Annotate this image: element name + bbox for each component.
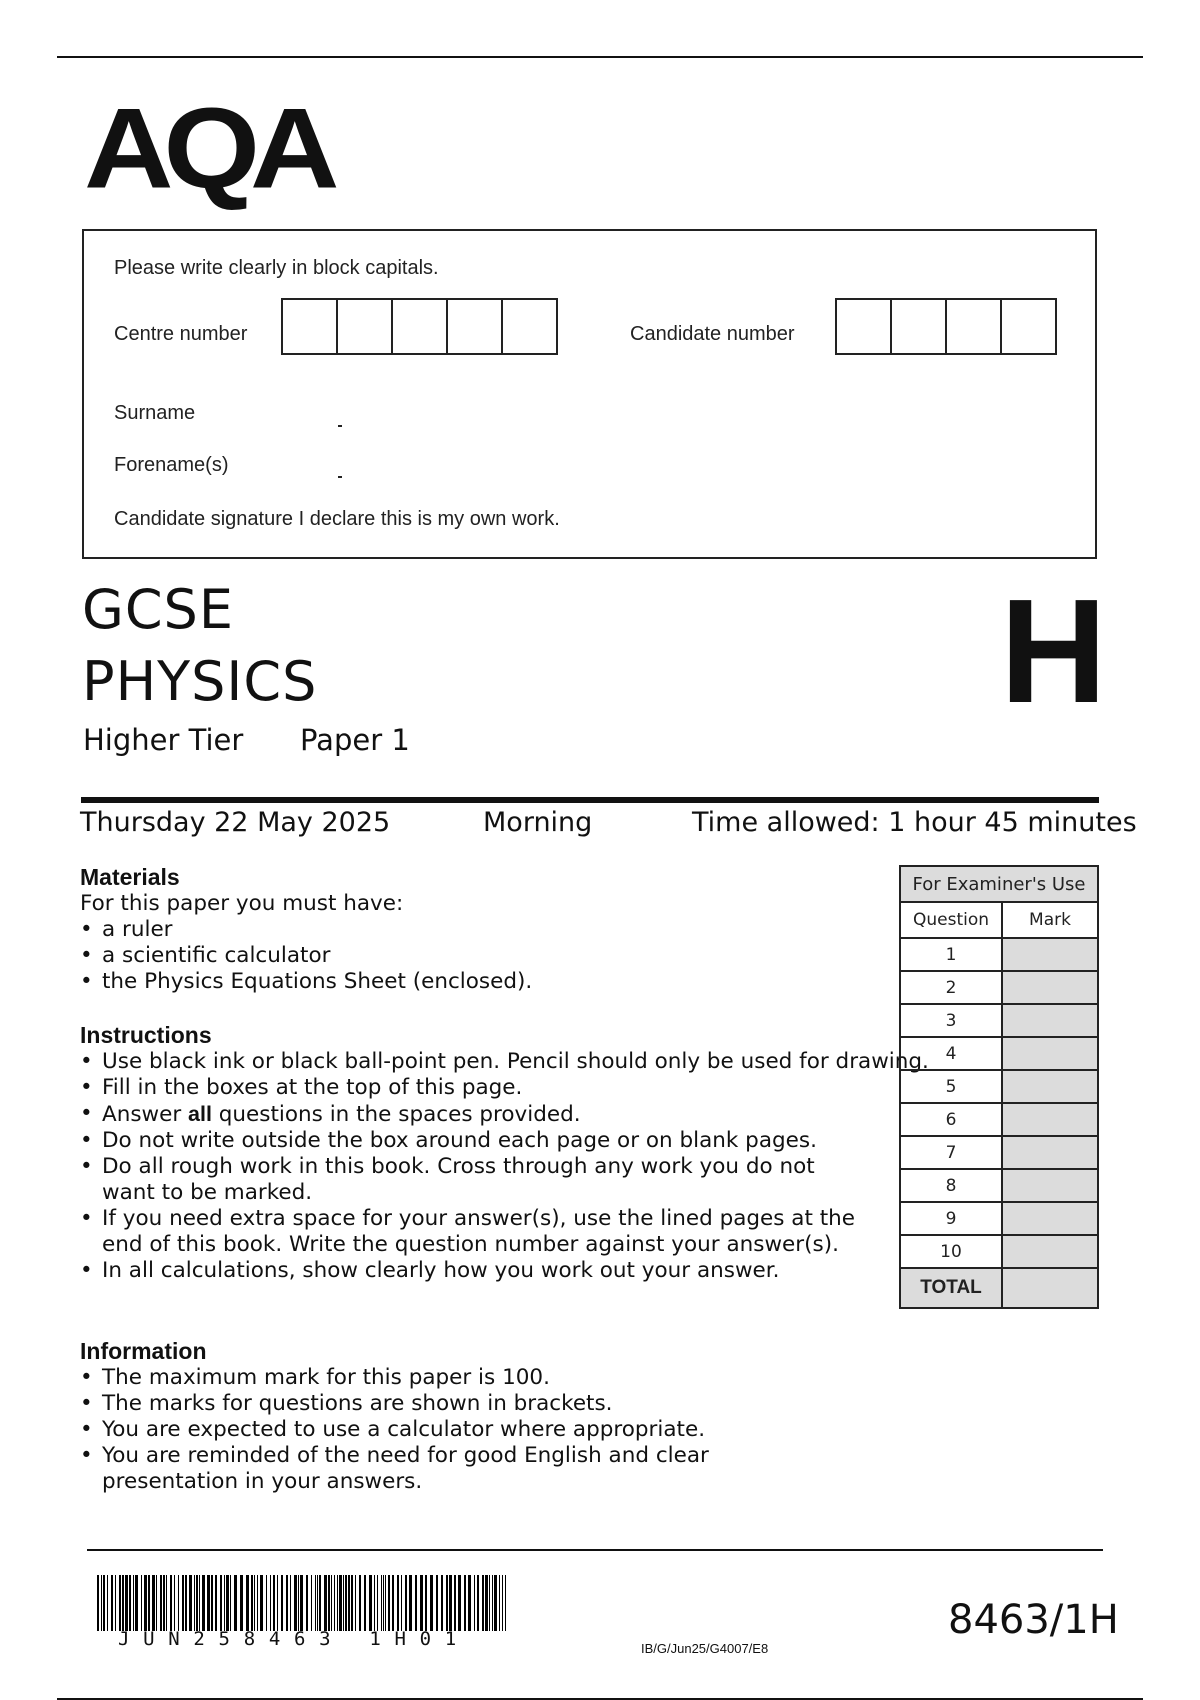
time-allowed: Time allowed: 1 hour 45 minutes — [692, 807, 1137, 838]
signature-label: Candidate signature — [114, 508, 294, 530]
question-number: 8 — [900, 1169, 1002, 1202]
barcode-bar — [482, 1575, 484, 1631]
barcode-bar — [230, 1575, 231, 1631]
mark-cell[interactable] — [1002, 1235, 1098, 1268]
mark-column-header: Mark — [1002, 902, 1098, 938]
barcode-bar — [111, 1575, 113, 1631]
list-item — [80, 1101, 980, 1128]
barcode-bar — [385, 1575, 386, 1631]
barcode-bar — [290, 1575, 291, 1631]
barcode-bar — [286, 1575, 288, 1631]
barcode-bar — [405, 1575, 407, 1631]
candidate-number-label: Candidate number — [630, 323, 795, 345]
barcode-bar — [166, 1575, 167, 1631]
materials-list — [80, 917, 940, 995]
barcode-bar — [374, 1575, 375, 1631]
barcode-bar — [468, 1575, 471, 1631]
instructions-heading: Instructions — [80, 1022, 212, 1048]
barcode-bar — [246, 1575, 249, 1631]
barcode-bar — [345, 1575, 347, 1631]
surname-label: Surname — [114, 402, 196, 424]
barcode-bar — [351, 1575, 353, 1631]
barcode-bar — [364, 1575, 366, 1631]
centre-number-label: Centre number — [114, 323, 248, 345]
barcode-bar — [425, 1575, 427, 1631]
barcode-bar — [337, 1575, 338, 1631]
candidate-number-boxes[interactable] — [835, 298, 1057, 355]
surname-field[interactable] — [338, 425, 342, 427]
barcode-bar — [141, 1575, 142, 1631]
barcode-bar — [202, 1575, 205, 1631]
barcode-bar — [125, 1575, 128, 1631]
question-number: 4 — [900, 1037, 1002, 1070]
barcode-bar — [334, 1575, 335, 1631]
barcode-bar — [211, 1575, 213, 1631]
candidate-digit-box[interactable] — [945, 298, 1002, 355]
question-number: 1 — [900, 938, 1002, 971]
instructions-section — [80, 1022, 980, 1284]
question-number: 5 — [900, 1070, 1002, 1103]
barcode-bar — [226, 1575, 229, 1631]
list-item: • The maximum mark for this paper is 100. — [80, 1365, 940, 1391]
barcode-bar — [454, 1575, 456, 1631]
barcode-bar — [215, 1575, 217, 1631]
barcode-bar — [409, 1575, 412, 1631]
barcode-bar — [101, 1575, 102, 1631]
barcode-bar — [133, 1575, 134, 1631]
barcode-bar — [224, 1575, 225, 1631]
list-item: • In all calculations, show clearly how you work out your answer. — [80, 1258, 980, 1284]
barcode-bar — [343, 1575, 344, 1631]
barcode-bar — [348, 1575, 350, 1631]
barcode-bar — [156, 1575, 157, 1631]
barcode-bar — [148, 1575, 150, 1631]
centre-digit-box[interactable] — [501, 298, 558, 355]
barcode-bar — [185, 1575, 187, 1631]
candidate-details-box — [82, 229, 1097, 559]
barcode-bar — [260, 1575, 263, 1631]
question-number: 3 — [900, 1004, 1002, 1037]
barcode-bar — [331, 1575, 332, 1631]
barcode-bar — [273, 1575, 275, 1631]
barcode-bar — [257, 1575, 258, 1631]
mark-cell[interactable] — [1002, 1037, 1098, 1070]
total-label: TOTAL — [900, 1268, 1002, 1308]
materials-section — [80, 864, 940, 995]
list-item: • If you need extra space for your answer(s), use the lined pages at the end of this book. Write the question number against your answer(s). — [80, 1206, 862, 1258]
information-section — [80, 1338, 940, 1495]
barcode-bar — [492, 1575, 493, 1631]
question-number: 7 — [900, 1136, 1002, 1169]
barcode-bar — [328, 1575, 330, 1631]
barcode-bar — [317, 1575, 318, 1631]
question-number: 6 — [900, 1103, 1002, 1136]
barcode-bar — [240, 1575, 243, 1631]
barcode-bar — [420, 1575, 423, 1631]
mark-cell[interactable] — [1002, 1169, 1098, 1202]
barcode-bar — [298, 1575, 299, 1631]
barcode-bar — [485, 1575, 488, 1631]
barcode-bar — [315, 1575, 316, 1631]
barcode-bar — [178, 1575, 179, 1631]
information-heading: Information — [80, 1338, 207, 1364]
mark-cell[interactable] — [1002, 1136, 1098, 1169]
barcode-bar — [339, 1575, 342, 1631]
barcode-bar — [152, 1575, 155, 1631]
exam-date: Thursday 22 May 2025 — [80, 807, 391, 838]
barcode-bar — [401, 1575, 402, 1631]
barcode-bar — [194, 1575, 195, 1631]
barcode-bar — [392, 1575, 394, 1631]
barcode-bar — [182, 1575, 184, 1631]
barcode — [97, 1575, 509, 1631]
question-column-header: Question — [900, 902, 1002, 938]
barcode-bar — [163, 1575, 165, 1631]
candidate-digit-box[interactable] — [890, 298, 947, 355]
barcode-bar — [324, 1575, 327, 1631]
paper-label: Paper 1 — [300, 723, 410, 757]
barcode-bar — [446, 1575, 448, 1631]
barcode-bar — [300, 1575, 303, 1631]
barcode-bar — [319, 1575, 321, 1631]
list-item: • Fill in the boxes at the top of this page. — [80, 1075, 980, 1101]
list-item: • a ruler — [80, 917, 940, 943]
block-capitals-instruction: Please write clearly in block capitals. — [114, 257, 439, 279]
materials-heading: Materials — [80, 864, 180, 890]
barcode-bar — [355, 1575, 356, 1631]
barcode-bar — [449, 1575, 452, 1631]
barcode-bar — [199, 1575, 200, 1631]
examiner-table-title: For Examiner's Use — [900, 866, 1098, 902]
centre-digit-box[interactable] — [281, 298, 338, 355]
question-number: 2 — [900, 971, 1002, 1004]
barcode-bar — [189, 1575, 192, 1631]
barcode-bar — [196, 1575, 198, 1631]
barcode-bar — [388, 1575, 390, 1631]
mark-cell[interactable] — [1002, 1070, 1098, 1103]
barcode-bar — [277, 1575, 278, 1631]
barcode-bar — [160, 1575, 162, 1631]
barcode-bar — [505, 1575, 506, 1631]
paper-code: 8463/1H — [948, 1597, 1119, 1643]
instructions-list — [80, 1049, 980, 1284]
barcode-bar — [397, 1575, 399, 1631]
barcode-bar — [207, 1575, 210, 1631]
mark-cell[interactable] — [1002, 971, 1098, 1004]
barcode-bar — [415, 1575, 417, 1631]
declaration-text: I declare this is my own work. — [298, 508, 560, 530]
total-mark-cell[interactable] — [1002, 1268, 1098, 1308]
barcode-bar — [220, 1575, 222, 1631]
barcode-bar — [489, 1575, 490, 1631]
list-item: • Do not write outside the box around each page or on blank pages. — [80, 1128, 980, 1154]
list-item: • You are reminded of the need for good English and clear presentation in your answers. — [80, 1443, 762, 1495]
list-item: • The marks for questions are shown in brackets. — [80, 1391, 940, 1417]
barcode-bar — [135, 1575, 138, 1631]
top-rule — [57, 56, 1143, 58]
barcode-bar — [499, 1575, 500, 1631]
list-item: • Use black ink or black ball-point pen. Pencil should only be used for drawing. — [80, 1049, 980, 1075]
barcode-bar — [369, 1575, 372, 1631]
barcode-bar — [474, 1575, 475, 1631]
barcode-bar — [494, 1575, 497, 1631]
barcode-bar — [251, 1575, 253, 1631]
barcode-bar — [254, 1575, 255, 1631]
exam-session: Morning — [483, 807, 593, 838]
list-item-text: Answer — [102, 1102, 189, 1127]
centre-digit-box[interactable] — [446, 298, 503, 355]
tier-label: Higher Tier — [83, 723, 244, 757]
barcode-bar — [430, 1575, 433, 1631]
centre-number-boxes[interactable] — [281, 298, 558, 355]
barcode-bar — [170, 1575, 172, 1631]
barcode-bar — [477, 1575, 479, 1631]
barcode-bar — [270, 1575, 271, 1631]
barcode-bar — [359, 1575, 361, 1631]
materials-intro: For this paper you must have: — [80, 891, 404, 916]
question-number: 9 — [900, 1202, 1002, 1235]
barcode-text: JUN258463 1H01 — [118, 1628, 470, 1650]
barcode-bar — [107, 1575, 108, 1631]
barcode-bar — [464, 1575, 466, 1631]
centre-digit-box[interactable] — [336, 298, 393, 355]
signature-line — [114, 508, 560, 531]
mark-cell[interactable] — [1002, 1004, 1098, 1037]
barcode-bar — [97, 1575, 99, 1631]
barcode-bar — [436, 1575, 438, 1631]
forename-label: Forename(s) — [114, 454, 229, 476]
barcode-bar — [115, 1575, 116, 1631]
list-item-emphasis: all — [188, 1102, 212, 1126]
examiner-use-table — [899, 865, 1099, 1309]
paper-reference: IB/G/Jun25/G4007/E8 — [641, 1641, 769, 1656]
barcode-bar — [381, 1575, 382, 1631]
barcode-bar — [306, 1575, 308, 1631]
subject-title: PHYSICS — [82, 650, 318, 713]
tier-letter: H — [1000, 569, 1107, 734]
barcode-bar — [281, 1575, 283, 1631]
barcode-bar — [119, 1575, 121, 1631]
footer-rule — [87, 1549, 1103, 1551]
barcode-bar — [502, 1575, 503, 1631]
aqa-logo: AQA — [84, 85, 330, 213]
qualification-title: GCSE — [82, 578, 234, 641]
barcode-bar — [294, 1575, 297, 1631]
list-item: • the Physics Equations Sheet (enclosed). — [80, 969, 940, 995]
list-item-text: questions in the spaces provided. — [211, 1102, 581, 1127]
barcode-bar — [311, 1575, 312, 1631]
barcode-bar — [234, 1575, 237, 1631]
mark-cell[interactable] — [1002, 1202, 1098, 1235]
barcode-bar — [174, 1575, 175, 1631]
candidate-digit-box[interactable] — [1000, 298, 1057, 355]
barcode-bar — [458, 1575, 461, 1631]
barcode-bar — [441, 1575, 443, 1631]
mark-cell[interactable] — [1002, 938, 1098, 971]
barcode-bar — [266, 1575, 267, 1631]
title-divider — [81, 797, 1099, 803]
barcode-bar — [377, 1575, 378, 1631]
barcode-bar — [122, 1575, 124, 1631]
list-item: • a scientific calculator — [80, 943, 940, 969]
barcode-bar — [383, 1575, 384, 1631]
centre-digit-box[interactable] — [391, 298, 448, 355]
list-item: • You are expected to use a calculator where appropriate. — [80, 1417, 940, 1443]
candidate-digit-box[interactable] — [835, 298, 892, 355]
barcode-bar — [103, 1575, 105, 1631]
list-item: • Do all rough work in this book. Cross through any work you do not want to be marked. — [80, 1154, 822, 1206]
barcode-bar — [144, 1575, 147, 1631]
barcode-bar — [129, 1575, 131, 1631]
mark-cell[interactable] — [1002, 1103, 1098, 1136]
information-list — [80, 1365, 940, 1495]
question-number: 10 — [900, 1235, 1002, 1268]
forename-field[interactable] — [338, 476, 342, 478]
